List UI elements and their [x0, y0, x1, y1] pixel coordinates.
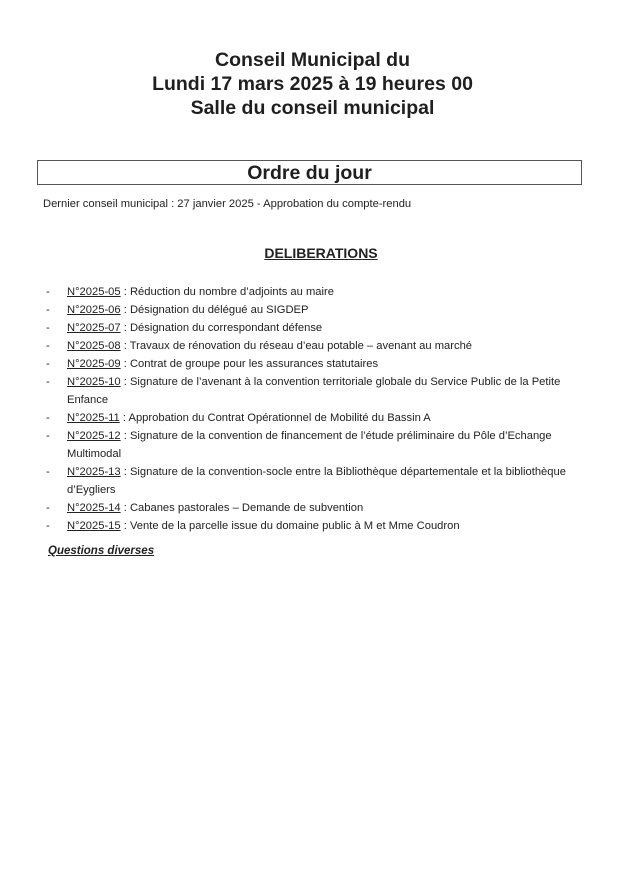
bullet-dash: -: [46, 520, 50, 532]
bullet-dash: -: [46, 376, 50, 388]
deliberation-text: Signature de l’avenant à la convention territoriale globale du Service Public de la Petite Enfance: [67, 376, 561, 406]
separator: :: [119, 412, 129, 424]
deliberation-item: [43, 355, 588, 373]
deliberation-number: N°2025-10: [67, 376, 121, 388]
deliberation-item: [43, 283, 588, 301]
deliberation-text: Travaux de rénovation du réseau d’eau potable – avenant au marché: [129, 340, 473, 352]
deliberation-item: [43, 517, 588, 535]
separator: :: [120, 520, 130, 532]
deliberation-item: [43, 463, 588, 499]
agenda-title-box: [37, 160, 582, 185]
deliberation-item: [43, 301, 588, 319]
deliberation-number: N°2025-05: [67, 286, 121, 298]
bullet-dash: -: [46, 304, 50, 316]
separator: :: [120, 304, 130, 316]
bullet-dash: -: [46, 358, 50, 370]
deliberation-item: [43, 319, 588, 337]
deliberation-item: [43, 409, 588, 427]
deliberation-number: N°2025-09: [67, 358, 121, 370]
deliberation-item: [43, 499, 588, 517]
deliberation-number: N°2025-12: [67, 430, 121, 442]
deliberation-number: N°2025-11: [67, 412, 120, 424]
deliberation-text: Signature de la convention-socle entre la Bibliothèque départementale et la bibliothèque d’Eygliers: [67, 466, 566, 496]
deliberation-text: Désignation du délégué au SIGDEP: [129, 304, 309, 316]
deliberation-number: N°2025-15: [67, 520, 121, 532]
separator: :: [120, 466, 130, 478]
deliberation-text: Signature de la convention de financement de l’étude préliminaire du Pôle d’Echange Multimodal: [67, 430, 552, 460]
agenda-title: Ordre du jour: [247, 162, 372, 184]
header-line-1: Conseil Municipal du: [214, 49, 410, 71]
deliberation-text: Approbation du Contrat Opérationnel de Mobilité du Bassin A: [128, 412, 431, 424]
deliberation-text: Contrat de groupe pour les assurances statutaires: [129, 358, 379, 370]
deliberation-item: [43, 373, 588, 409]
bullet-dash: -: [46, 412, 50, 424]
header-line-2: Lundi 17 mars 2025 à 19 heures 00: [152, 73, 473, 95]
bullet-dash: -: [46, 286, 50, 298]
bullet-dash: -: [46, 322, 50, 334]
separator: :: [120, 430, 130, 442]
deliberation-number: N°2025-14: [67, 502, 121, 514]
deliberation-text: Désignation du correspondant défense: [129, 322, 323, 334]
bullet-dash: -: [46, 430, 50, 442]
document-header: [0, 48, 625, 120]
deliberations-heading: DELIBERATIONS: [264, 245, 378, 261]
deliberation-item: [43, 427, 588, 463]
bullet-dash: -: [46, 466, 50, 478]
deliberation-item: [43, 337, 588, 355]
separator: :: [120, 286, 130, 298]
deliberation-number: N°2025-13: [67, 466, 121, 478]
questions-diverses-heading: Questions diverses: [48, 545, 155, 557]
deliberation-number: N°2025-06: [67, 304, 121, 316]
deliberation-text: Réduction du nombre d’adjoints au maire: [129, 286, 334, 298]
deliberations-list: [43, 283, 588, 535]
bullet-dash: -: [46, 502, 50, 514]
deliberation-text: Cabanes pastorales – Demande de subvention: [129, 502, 364, 514]
deliberation-number: N°2025-08: [67, 340, 121, 352]
last-council-note: Dernier conseil municipal : 27 janvier 2025 - Approbation du compte-rendu: [43, 198, 412, 210]
bullet-dash: -: [46, 340, 50, 352]
separator: :: [120, 376, 130, 388]
deliberation-number: N°2025-07: [67, 322, 121, 334]
deliberation-text: Vente de la parcelle issue du domaine public à M et Mme Coudron: [129, 520, 460, 532]
separator: :: [120, 358, 130, 370]
separator: :: [120, 322, 130, 334]
separator: :: [120, 502, 130, 514]
header-line-3: Salle du conseil municipal: [190, 97, 435, 119]
separator: :: [120, 340, 130, 352]
